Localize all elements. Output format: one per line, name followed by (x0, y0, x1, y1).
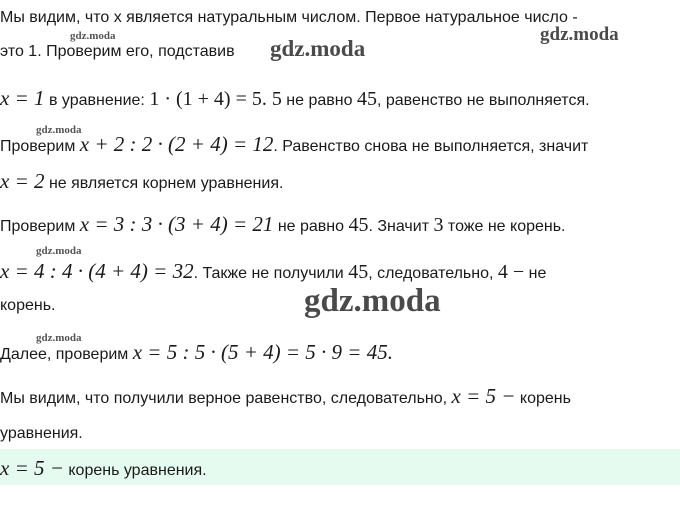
text-fragment: не равно (281, 92, 357, 109)
text-fragment: Проверим (0, 218, 80, 235)
text-line-1 (0, 8, 578, 28)
text-fragment: не равно (273, 218, 349, 235)
text-fragment: не (524, 265, 547, 282)
answer-line (0, 458, 207, 481)
math-expression: x + 2 : 2 · (2 + 4) = 12 (79, 132, 274, 156)
watermark-small: gdz.moda (70, 30, 116, 42)
watermark-small: gdz.moda (36, 332, 82, 344)
math-number: 45 (356, 88, 377, 110)
text-line-10 (0, 386, 571, 409)
math-x-equals-2: x = 2 (0, 169, 45, 193)
math-number: 45 (348, 214, 369, 236)
math-expression: x = 5 − (451, 384, 516, 408)
text-fragment: тоже не корень. (443, 218, 566, 235)
check-one-sentence: это 1. Проверим его, подставив (0, 43, 235, 60)
math-expression: x = 3 : 3 · (3 + 4) = 21 (79, 212, 274, 236)
text-fragment: в уравнение: (44, 92, 150, 109)
text-fragment: корень. (0, 297, 56, 314)
text-fragment: корень (515, 390, 571, 407)
math-expression: x = 5 : 5 · (5 + 4) = 5 · 9 = 45. (132, 340, 393, 364)
math-answer: x = 5 − (0, 456, 64, 480)
text-line-9 (0, 342, 393, 365)
watermark-large: gdz.moda (304, 283, 441, 319)
text-fragment: Далее, проверим (0, 346, 133, 363)
watermark-medium: gdz.moda (270, 36, 366, 61)
math-expression: 1 · (1 + 4) = 5. 5 (149, 88, 282, 110)
text-fragment: Проверим (0, 138, 80, 155)
text-line-11 (0, 424, 83, 444)
text-fragment: , равенство не выполняется. (376, 92, 590, 109)
text-line-8 (0, 296, 56, 316)
math-number: 45 (348, 261, 369, 283)
math-expression: x = 4 : 4 · (4 + 4) = 32 (0, 259, 194, 283)
text-fragment: не является корнем уравнения. (44, 175, 284, 192)
watermark-small: gdz.moda (36, 124, 82, 136)
math-x-equals-1: x = 1 (0, 86, 45, 110)
text-line-3 (0, 88, 590, 111)
text-fragment: корень уравнения. (63, 462, 207, 479)
intro-sentence: Мы видим, что x является натуральным числом. Первое натуральное число - (0, 9, 578, 26)
watermark-small: gdz.moda (36, 245, 82, 257)
text-line-2 (0, 42, 235, 62)
text-fragment: уравнения. (0, 425, 83, 442)
watermark-medium: gdz.moda (540, 24, 619, 45)
text-fragment: . Также не получили (193, 265, 349, 282)
text-line-7 (0, 261, 546, 284)
math-number: 3 (433, 214, 444, 236)
text-line-6 (0, 214, 566, 237)
text-fragment: . Значит (368, 218, 434, 235)
text-fragment: . Равенство снова не выполняется, значит (273, 138, 589, 155)
text-line-5 (0, 171, 283, 194)
text-line-4 (0, 134, 588, 157)
math-number: 4 − (497, 261, 525, 283)
text-fragment: , следовательно, (368, 265, 498, 282)
text-fragment: Мы видим, что получили верное равенство, следовательно, (0, 390, 452, 407)
